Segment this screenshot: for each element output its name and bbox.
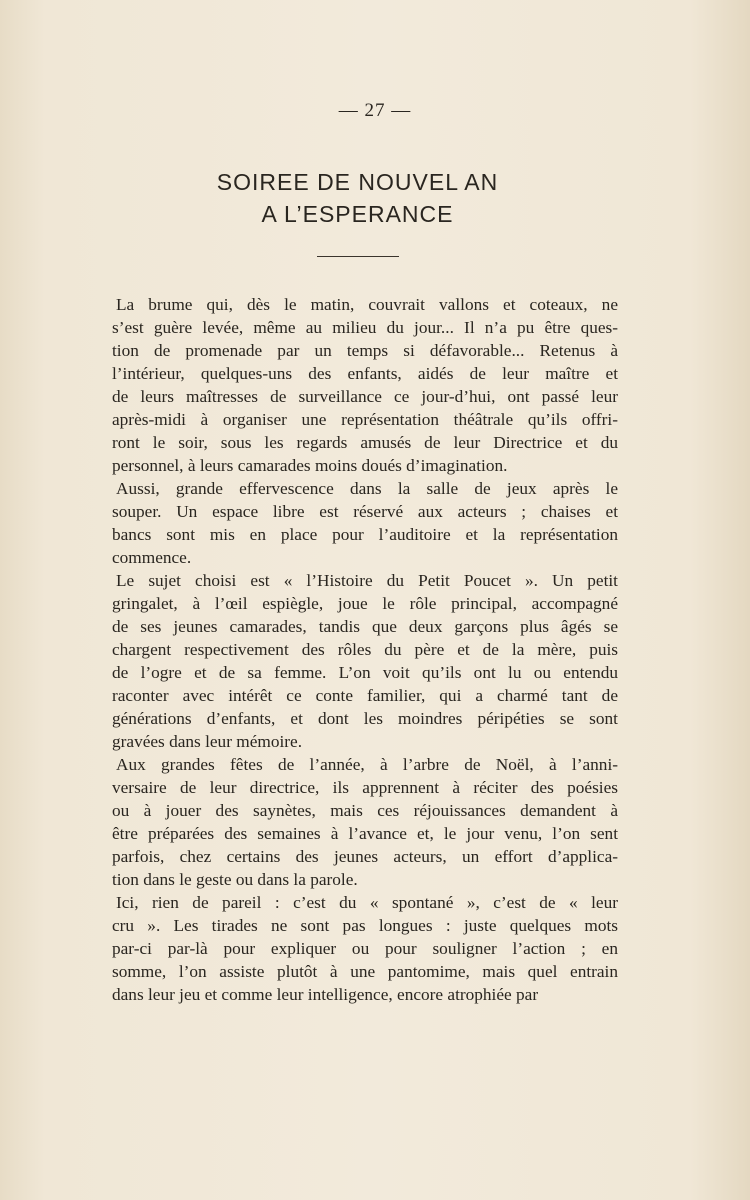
paragraph	[112, 293, 618, 477]
text-line: versaire de leur directrice, ils apprennent à réciter des poésies	[112, 778, 618, 797]
title-line-1: SOIREE DE NOUVEL AN	[216, 169, 499, 195]
text-line: être préparées des semaines à l’avance et, le jour venu, l’on sent	[112, 824, 618, 843]
page-number: — 27 —	[338, 100, 412, 121]
text-line: de l’ogre et de sa femme. L’on voit qu’ils ont lu ou entendu	[112, 663, 618, 682]
text-line: Aussi, grande effervescence dans la salle de jeux après le	[116, 479, 618, 498]
article-title	[0, 166, 715, 230]
text-line: personnel, à leurs camarades moins doués d’imagination.	[112, 456, 508, 475]
text-line: somme, l’on assiste plutôt à une pantomime, mais quel entrain	[112, 962, 618, 981]
text-line: s’est guère levée, même au milieu du jour... Il n’a pu être ques-	[112, 318, 618, 337]
title-divider	[317, 256, 399, 257]
paragraph	[112, 753, 618, 891]
text-line: Le sujet choisi est « l’Histoire du Petit Poucet ». Un petit	[116, 571, 618, 590]
text-line: ou à jouer des saynètes, mais ces réjouissances demandent à	[112, 801, 618, 820]
paragraph	[112, 891, 618, 1006]
text-line: chargent respectivement des rôles du père et de la mère, puis	[112, 640, 618, 659]
text-line: tion dans le geste ou dans la parole.	[112, 870, 358, 889]
paragraph	[112, 569, 618, 753]
text-line: après-midi à organiser une représentation théâtrale qu’ils offri-	[112, 410, 618, 429]
text-line: dans leur jeu et comme leur intelligence, encore atrophiée par	[112, 985, 539, 1004]
text-line: souper. Un espace libre est réservé aux acteurs ; chaises et	[112, 502, 618, 521]
text-line: par-ci par-là pour expliquer ou pour souligner l’action ; en	[112, 939, 618, 958]
title-line-2: A L’ESPERANCE	[261, 201, 454, 227]
text-line: bancs sont mis en place pour l’auditoire et la représentation	[112, 525, 618, 544]
article-body	[112, 293, 618, 1006]
text-line: parfois, chez certains des jeunes acteurs, un effort d’applica-	[112, 847, 618, 866]
text-line: générations d’enfants, et dont les moindres péripéties se sont	[112, 709, 618, 728]
text-line: raconter avec intérêt ce conte familier, qui a charmé tant de	[112, 686, 618, 705]
text-line: commence.	[112, 548, 192, 567]
text-line: gringalet, à l’œil espiègle, joue le rôle principal, accompagné	[112, 594, 618, 613]
text-line: cru ». Les tirades ne sont pas longues : juste quelques mots	[112, 916, 618, 935]
text-line: de leurs maîtresses de surveillance ce jour-d’hui, ont passé leur	[112, 387, 618, 406]
text-line: Ici, rien de pareil : c’est du « spontané », c’est de « leur	[116, 893, 618, 912]
text-line: tion de promenade par un temps si défavorable... Retenus à	[112, 341, 618, 360]
text-line: de ses jeunes camarades, tandis que deux garçons plus âgés se	[112, 617, 618, 636]
text-line: gravées dans leur mémoire.	[112, 732, 303, 751]
text-line: ront le soir, sous les regards amusés de leur Directrice et du	[112, 433, 618, 452]
text-line: l’intérieur, quelques-uns des enfants, aidés de leur maître et	[112, 364, 618, 383]
paragraph	[112, 477, 618, 569]
text-line: La brume qui, dès le matin, couvrait vallons et coteaux, ne	[116, 295, 618, 314]
text-line: Aux grandes fêtes de l’année, à l’arbre de Noël, à l’anni-	[116, 755, 618, 774]
